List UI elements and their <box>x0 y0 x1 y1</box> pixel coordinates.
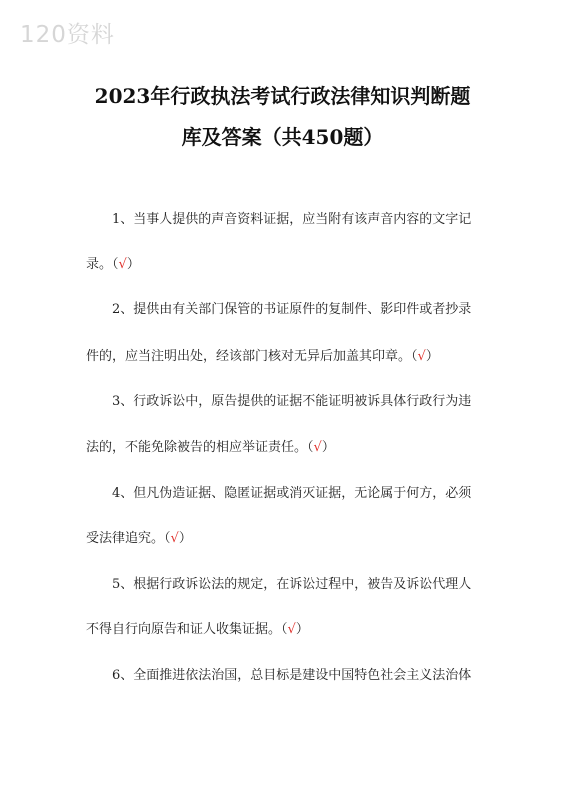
question-3-line-1: 3、行政诉讼中，原告提供的证据不能证明被诉具体行政行为违 <box>112 394 472 409</box>
document-title-line-2: 库及答案（共450题） <box>181 125 384 149</box>
question-1-line-2: 录。（√） <box>86 257 140 272</box>
document-title-line-1: 2023年行政执法考试行政法律知识判断题 <box>94 84 471 108</box>
question-3-line-2: 法的，不能免除被告的相应举证责任。（√） <box>86 440 335 455</box>
question-6-line-1: 6、全面推进依法治国，总目标是建设中国特色社会主义法治体 <box>112 668 472 683</box>
question-1-line-1: 1、当事人提供的声音资料证据，应当附有该声音内容的文字记 <box>112 212 472 227</box>
watermark: 120资料 <box>20 22 115 48</box>
question-2-line-2: 件的，应当注明出处，经该部门核对无异后加盖其印章。（√） <box>86 349 439 364</box>
answer-check-mark: √ <box>313 440 322 455</box>
question-5-line-2: 不得自行向原告和证人收集证据。（√） <box>86 622 309 637</box>
question-5-line-1: 5、根据行政诉讼法的规定，在诉讼过程中，被告及诉讼代理人 <box>112 577 472 592</box>
answer-check-mark: √ <box>170 531 179 546</box>
answer-check-mark: √ <box>118 257 127 272</box>
question-2-line-1: 2、提供由有关部门保管的书证原件的复制件、影印件或者抄录 <box>112 302 472 317</box>
question-4-line-2: 受法律追究。（√） <box>86 531 192 546</box>
answer-check-mark: √ <box>287 622 296 637</box>
question-4-line-1: 4、但凡伪造证据、隐匿证据或消灭证据，无论属于何方，必须 <box>112 486 472 501</box>
answer-check-mark: √ <box>417 349 426 364</box>
